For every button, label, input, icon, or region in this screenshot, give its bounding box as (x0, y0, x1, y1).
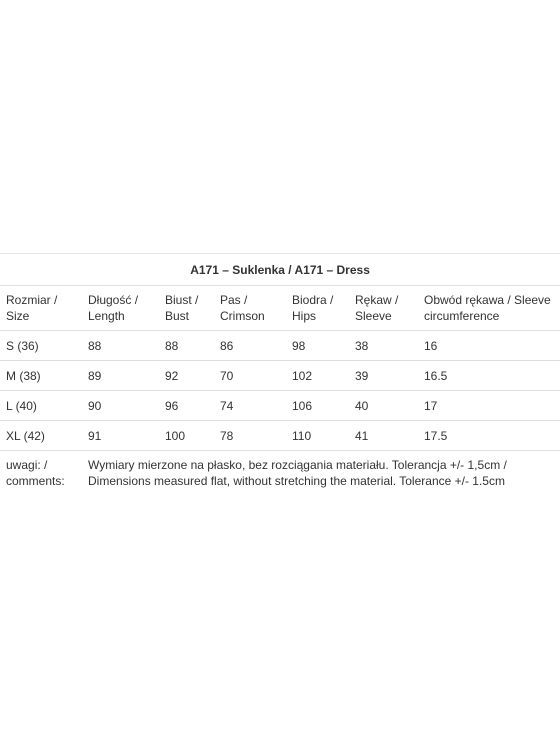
header-length: Długość / Length (82, 286, 159, 331)
cell-hips: 110 (286, 421, 349, 451)
cell-bust: 88 (159, 331, 214, 361)
table-title: A171 – Suklenka / A171 – Dress (0, 254, 560, 286)
cell-size: XL (42) (0, 421, 82, 451)
table-title-row (0, 254, 560, 286)
cell-sleeve-circumference: 17.5 (418, 421, 560, 451)
table-row (0, 391, 560, 421)
cell-length: 90 (82, 391, 159, 421)
cell-sleeve: 39 (349, 361, 418, 391)
cell-waist: 86 (214, 331, 286, 361)
cell-length: 91 (82, 421, 159, 451)
cell-waist: 70 (214, 361, 286, 391)
cell-size: L (40) (0, 391, 82, 421)
cell-sleeve-circumference: 16 (418, 331, 560, 361)
cell-bust: 96 (159, 391, 214, 421)
table-row (0, 331, 560, 361)
cell-size: M (38) (0, 361, 82, 391)
size-chart-table (0, 253, 560, 496)
cell-sleeve: 41 (349, 421, 418, 451)
cell-waist: 78 (214, 421, 286, 451)
table-row (0, 421, 560, 451)
header-hips: Biodra / Hips (286, 286, 349, 331)
notes-row (0, 451, 560, 496)
cell-hips: 98 (286, 331, 349, 361)
notes-text: Wymiary mierzone na płasko, bez rozciągania materiału. Tolerancja +/- 1,5cm / Dimensions measured flat, without stretching the material. Tolerance +/- 1.5cm (82, 451, 560, 496)
cell-hips: 102 (286, 361, 349, 391)
cell-waist: 74 (214, 391, 286, 421)
cell-size: S (36) (0, 331, 82, 361)
header-waist: Pas / Crimson (214, 286, 286, 331)
cell-hips: 106 (286, 391, 349, 421)
header-sleeve: Rękaw / Sleeve (349, 286, 418, 331)
header-bust: Biust / Bust (159, 286, 214, 331)
notes-label: uwagi: / comments: (0, 451, 82, 496)
header-size: Rozmiar / Size (0, 286, 82, 331)
cell-sleeve: 38 (349, 331, 418, 361)
cell-length: 88 (82, 331, 159, 361)
cell-sleeve-circumference: 17 (418, 391, 560, 421)
cell-bust: 100 (159, 421, 214, 451)
table-header-row (0, 286, 560, 331)
cell-sleeve: 40 (349, 391, 418, 421)
cell-length: 89 (82, 361, 159, 391)
cell-sleeve-circumference: 16.5 (418, 361, 560, 391)
cell-bust: 92 (159, 361, 214, 391)
table-row (0, 361, 560, 391)
header-sleeve-circumference: Obwód rękawa / Sleeve circumference (418, 286, 560, 331)
